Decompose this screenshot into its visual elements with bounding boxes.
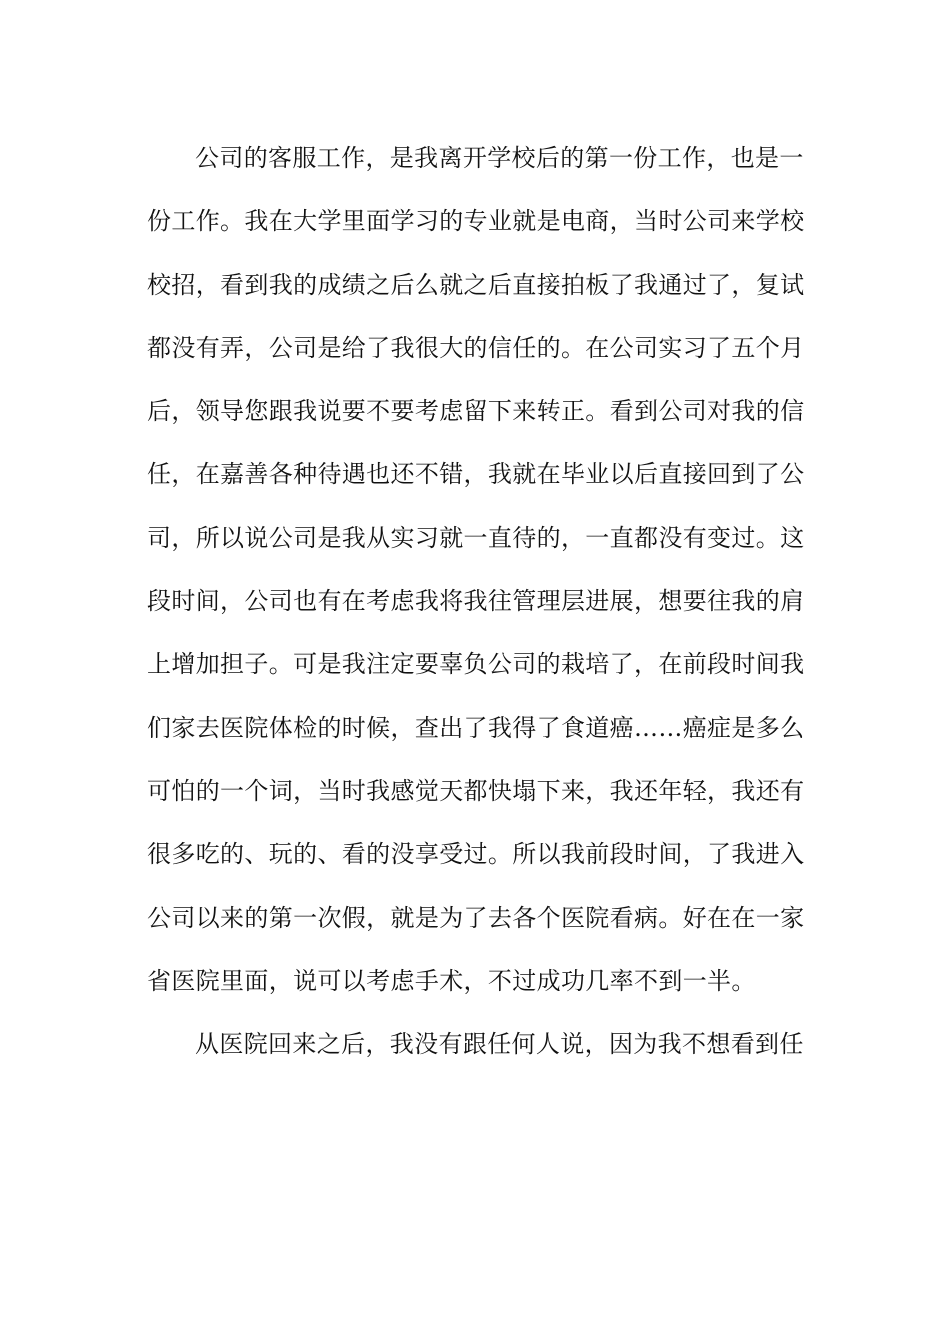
text-line: 段时间，公司也有在考虑我将我往管理层进展，想要往我的肩 [147, 587, 805, 616]
text-line: 从医院回来之后，我没有跟任何人说，因为我不想看到任 [195, 1030, 804, 1059]
text-line: 公司以来的第一次假，就是为了去各个医院看病。好在在一家 [147, 903, 805, 932]
paragraph-1 [147, 127, 807, 1013]
text-line: 司，所以说公司是我从实习就一直待的，一直都没有变过。这 [147, 523, 805, 552]
text-line: 很多吃的、玩的、看的没享受过。所以我前段时间，了我进入 [147, 840, 805, 869]
text-line: 任，在嘉善各种待遇也还不错，我就在毕业以后直接回到了公 [147, 460, 805, 489]
text-line: 后，领导您跟我说要不要考虑留下来转正。看到公司对我的信 [147, 397, 805, 426]
text-line: 公司的客服工作，是我离开学校后的第一份工作，也是一 [195, 144, 804, 172]
text-line: 上增加担子。可是我注定要辜负公司的栽培了，在前段时间我 [147, 650, 805, 679]
text-line: 都没有弄，公司是给了我很大的信任的。在公司实习了五个月 [147, 333, 805, 362]
body-text [147, 127, 807, 1076]
text-line: 省医院里面，说可以考虑手术，不过成功几率不到一半。 [147, 966, 756, 995]
paragraph-2 [147, 1013, 807, 1076]
text-line: 校招，看到我的成绩之后么就之后直接拍板了我通过了，复试 [147, 270, 805, 299]
text-line: 份工作。我在大学里面学习的专业就是电商，当时公司来学校 [147, 207, 805, 236]
text-line: 可怕的一个词，当时我感觉天都快塌下来，我还年轻，我还有 [147, 776, 805, 805]
text-line: 们家去医院体检的时候，查出了我得了食道癌……癌症是多么 [147, 713, 805, 742]
